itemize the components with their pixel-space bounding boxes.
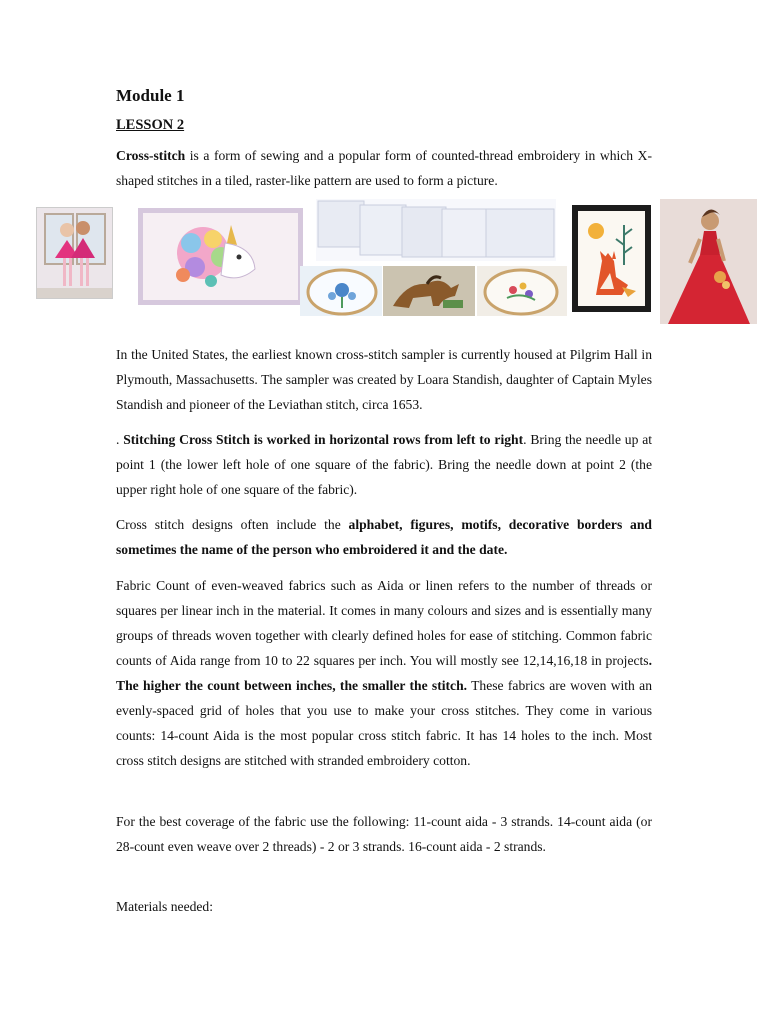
hoop-blue-flower-image <box>300 266 382 316</box>
fabric-count-text-1: Fabric Count of even-weaved fabrics such as Aida or linen refers to the number of threads or squares per linear inch in the material. It comes in many colours and sizes and is essentially many groups of threads woven together with clearly defined holes for ease of stitching. Common fabric counts of Aida range from 10 to 22 squares per inch. You will mostly see 12,14,16,18 in projects <box>116 578 652 668</box>
designs-bold: alphabet, figures, motifs, decorative borders and sometimes the name of the person who embroidered it and the date. <box>116 517 652 557</box>
stitching-bold: Stitching Cross Stitch is worked in horizontal rows from left to right <box>123 432 524 447</box>
designs-text: Cross stitch designs often include the <box>116 517 349 532</box>
coverage-paragraph: For the best coverage of the fabric use the following: 11-count aida - 3 strands. 14-count aida (or 28-count even weave over 2 threads) - 2 or 3 strands. 16-count aida - 2 strands. <box>116 814 652 854</box>
lesson-title: LESSON 2 <box>116 117 185 133</box>
module-title: Module 1 <box>116 86 185 105</box>
ballet-dancers-image <box>36 207 113 299</box>
designs-paragraph <box>116 512 652 562</box>
fabric-count-bold: . The higher the count between inches, the smaller the stitch. <box>116 653 652 693</box>
stitching-text: . Bring the needle up at point 1 (the lower left hole of one square of the fabric). Bring the needle down at point 2 (the upper right hole of one square of the fabric). <box>116 432 653 497</box>
materials-paragraph: Materials needed: <box>116 899 214 914</box>
stitching-prefix: . <box>116 432 124 447</box>
intro-paragraph <box>116 143 652 193</box>
stitching-paragraph <box>116 427 652 502</box>
fox-framed-image <box>572 205 651 312</box>
fabric-count-text-2: These fabrics are woven with an evenly-spaced grid of holes that you use to make your cross stitches. They come in various counts: 14-count Aida is the most popular cross stitch fabric. It has 14 holes to the inch. Most cross stitch designs are stitched with stranded embroidery cotton. <box>116 678 653 768</box>
lady-red-dress-image <box>660 199 757 324</box>
history-paragraph: In the United States, the earliest known cross-stitch sampler is currently housed at Pilgrim Hall in Plymouth, Massachusetts. The sampler was created by Loara Standish, daughter of Captain Myles Standish and pioneer of the Leviathan stitch, circa 1653. <box>116 347 652 412</box>
hoop-floral-image <box>477 266 567 316</box>
fabric-count-paragraph <box>116 573 652 773</box>
intro-term: Cross-stitch <box>116 148 186 163</box>
aida-fabric-image <box>316 199 556 261</box>
horse-embroidery-image <box>383 266 475 316</box>
intro-text: is a form of sewing and a popular form of counted-thread embroidery in which X-shaped stitches in a tiled, raster-like pattern are used to form a picture. <box>116 148 652 188</box>
unicorn-image <box>138 208 303 305</box>
